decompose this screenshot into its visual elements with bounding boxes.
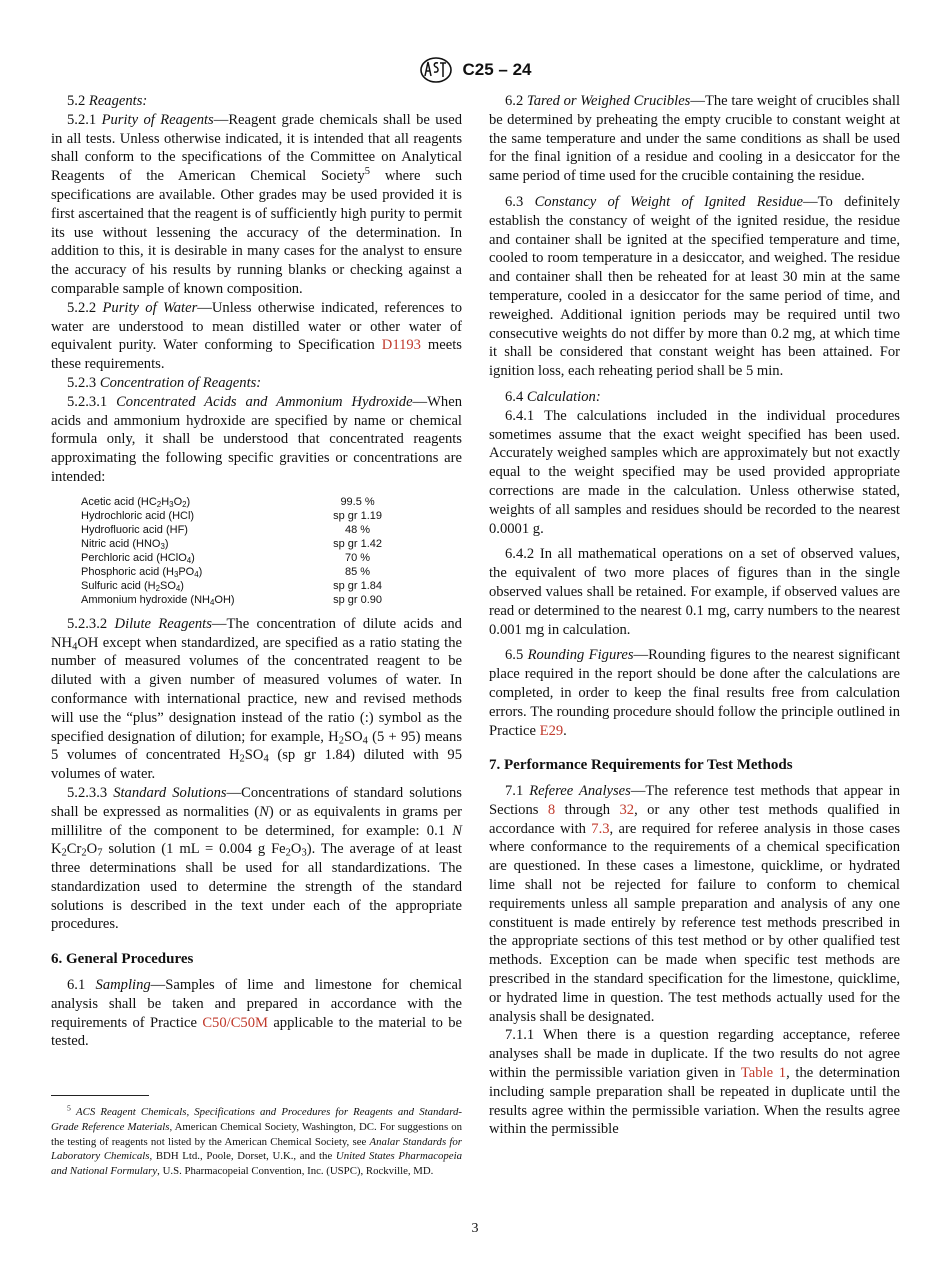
footnote-divider: [51, 1095, 149, 1096]
astm-logo-icon: [419, 56, 453, 84]
link-section-7-3[interactable]: 7.3: [591, 820, 610, 837]
section-5-2-1: 5.2.1 Purity of Reagents—Reagent grade chemicals shall be used in all tests. Unless otherwise indicated, it is intended that all reagents shall conform to the specifications of the Committee on Analytical Reagents of the American Chemical Society$^5$ where such specifications are available. Other grades may be used provided it is first ascertained that the reagent is of sufficiently high purity to permit its use without lessening the accuracy of the determination. In addition to this, it is desirable in many cases for the analyst to ensure the accuracy of his results by running blanks or checking against a comparable sample of known composition.: [51, 111, 462, 297]
reagent-value: sp gr 1.19: [333, 509, 383, 522]
section-6-2: 6.2 Tared or Weighed Crucibles—The tare weight of crucibles shall be determined by preheating the empty crucible to constant weight at the same temperature and under the same conditions as shall be used for the final ignition of a residue and cooling in a desiccator for the same period of time used for the crucible containing the residue.: [489, 93, 900, 185]
section-5-2-3: 5.2.3 Concentration of Reagents:: [67, 374, 262, 391]
reagent-value: 99.5 %: [340, 495, 375, 508]
reagent-value: sp gr 0.90: [333, 593, 383, 606]
section-6-3: 6.3 Constancy of Weight of Ignited Residue—To definitely establish the constancy of weight of the ignited residue, the residue and container shall be ignited at the specified temperature and time, cooled to room temperature in a desiccator, and weighed. The residue and container shall then be reheated for at least 30 min at the same temperature, cooled in a desiccator for the same period of time, and reweighed. Additional ignition periods may be required until two consecutive weights do not differ by more than 0.2 mg, at which time it shall be considered that constant weight has been attained. For ignition loss, each reheating period shall be 5 min.: [489, 193, 900, 380]
reagent-row: [81, 593, 413, 607]
reagent-name: Nitric acid $(HNO_3)$: [81, 537, 169, 551]
section-5-2-3-1: 5.2.3.1 Concentrated Acids and Ammonium Hydroxide—When acids and ammonium hydroxide are specified by name or chemical formula only, it shall be understood that concentrated reagents approximating the following specific gravities or concentrations are intended:: [51, 393, 462, 485]
right-column: [489, 92, 900, 1139]
section-5-2: 5.2 Reagents:: [67, 93, 148, 109]
reagent-name: Perchloric acid (HClO$_4$): [81, 551, 195, 565]
reagent-row: [81, 579, 413, 593]
left-column: [51, 92, 462, 1051]
section-5-2-3-2: 5.2.3.2 Dilute Reagents—The concentration of dilute acids and $NH_4OH$ except when standardized, are specified as a ratio stating the number of measured volumes of the concentrated reagent to be diluted with a given number of measured volumes of water. In conformance with international practice, new and revised methods will use the “plus” designation instead of the ratio (:) symbol as the specified designation of dilution; for example, $H_2SO_4$ (5 + 95) means 5 volumes of concentrated $H_2SO_4$ (sp gr 1.84) diluted with 95 volumes of water.: [51, 615, 462, 783]
section-5-2-2: 5.2.2 Purity of Water—Unless otherwise indicated, references to water are understood to mean distilled water or other water of equivalent purity. Water conforming to Specification D1193 meets these requirements.: [51, 299, 462, 373]
reagent-row: [81, 537, 413, 551]
link-e29[interactable]: E29: [539, 722, 564, 739]
footnote-ref[interactable]: 5: [364, 166, 371, 178]
section-7-1: 7.1 Referee Analyses—The reference test methods that appear in Sections 8 through 32, or any other test methods qualified in accordance with 7.3, are required for referee analysis in those cases where conformance to the requirements of a chemical specification are questioned. In these cases a limestone, quicklime, or hydrated lime shall not be rejected for failure to conform to chemical requirements unless all sample preparation and analysis of any one constituent is made entirely by reference test methods prescribed in the appropriate sections of this test method or by other qualified test methods. Exception can be made when specific test methods are prescribed in the standard specification for the limestone, quicklime, or hydrated lime in question. The test methods actually used for the analysis shall be designated.: [489, 783, 901, 1025]
document-id: C25 – 24: [462, 60, 532, 79]
footnote-5: $^5$ ACS Reagent Chemicals, Specifications and Procedures for Reagents and Standard-Grade Reference Materials, American Chemical Society, Washington, DC. For suggestions on the testing of reagents not listed by the American Chemical Society, see Analar Standards for Laboratory Chemicals, BDH Ltd., Poole, Dorset, U.K., and the United States Pharmacopeia and National Formulary, U.S. Pharmacopeial Convention, Inc. (USPC), Rockville, MD.: [51, 1103, 462, 1178]
reagent-name: Acetic acid $(HC_2H_3O_2)$: [81, 495, 191, 509]
section-6-4-2: 6.4.2 In all mathematical operations on a set of observed values, the equivalent of two more places of figures than in the single observed values shall be retained. For example, if observed values are read or determined to the nearest 0.1 mg, carry numbers to the nearest 0.001 mg in calculation.: [489, 546, 900, 638]
section-7-1-1: 7.1.1 When there is a question regarding acceptance, referee analyses shall be made in duplicate. If the two results do not agree within the permissible variation given in Table 1, the determination including sample preparation shall be repeated in duplicate until the results agree within the permissible variation. When the results agree within the permissible: [489, 1027, 900, 1138]
link-section-32[interactable]: 32: [619, 801, 635, 818]
reagent-name: Hydrochloric acid (HCl): [81, 509, 195, 522]
section-6-1: 6.1 Sampling—Samples of lime and limestone for chemical analysis shall be taken and prepared in accordance with the requirements of Practice C50/C50M applicable to the material to be tested.: [51, 977, 463, 1050]
reagent-name: Phosphoric acid $(H_3PO_4)$: [81, 565, 203, 579]
reagent-row: [81, 495, 413, 509]
reagent-name: Hydrofluoric acid (HF): [81, 523, 188, 536]
section-5-2-3-3: 5.2.3.3 Standard Solutions—Concentrations of standard solutions shall be expressed as normalities (N) or as equivalents in grams per millilitre of the component to be determined, for example: 0.1 N $K_2Cr_2O_7$ solution (1 mL = 0.004 g $Fe_2O_3$). The average of at least three determinations shall be used for all standardizations. The standardization used to determine the strength of the standard solutions is described in the text under each of the appropriate procedures.: [51, 784, 462, 933]
link-section-8[interactable]: 8: [547, 801, 556, 818]
page-number: 3: [471, 1221, 479, 1236]
reagent-row: [81, 565, 413, 579]
link-c50[interactable]: C50/C50M: [202, 1014, 268, 1031]
reagent-row: [81, 523, 413, 537]
reagent-name: Ammonium hydroxide $(NH_4OH)$: [81, 593, 235, 607]
reagent-value: sp gr 1.42: [333, 537, 383, 550]
section-7-heading: 7. Performance Requirements for Test Methods: [489, 757, 793, 774]
reagent-value: 48 %: [345, 523, 371, 536]
reagent-row: [81, 551, 413, 565]
reagent-value: 70 %: [345, 551, 371, 564]
section-6-heading: 6. General Procedures: [51, 951, 194, 968]
section-6-4-1: 6.4.1 The calculations included in the individual procedures sometimes assume that the exact weight specified has been used. Accurately weighed samples which are approximately but not exactly equal to the weight specified may be used provided appropriate corrections are made in the calculation. Unless otherwise stated, weights of all samples and residues should be recorded to the nearest 0.0001 g.: [489, 407, 900, 537]
section-6-5: 6.5 Rounding Figures—Rounding figures to the nearest significant place required in the report should be done after the calculations are completed, in order to keep the final results free from calculation errors. The rounding procedure should follow the principle outlined in Practice E29.: [489, 647, 900, 739]
reagent-row: [81, 509, 413, 523]
page-header: [0, 56, 950, 82]
link-table-1[interactable]: Table 1: [740, 1065, 787, 1082]
reagent-table: [81, 495, 413, 607]
section-6-4: 6.4 Calculation:: [505, 388, 601, 405]
reagent-name: Sulfuric acid $(H_2SO_4)$: [81, 579, 184, 593]
reagent-value: sp gr 1.84: [333, 579, 383, 592]
reagent-value: 85 %: [345, 565, 371, 578]
link-d1193[interactable]: D1193: [381, 337, 421, 354]
